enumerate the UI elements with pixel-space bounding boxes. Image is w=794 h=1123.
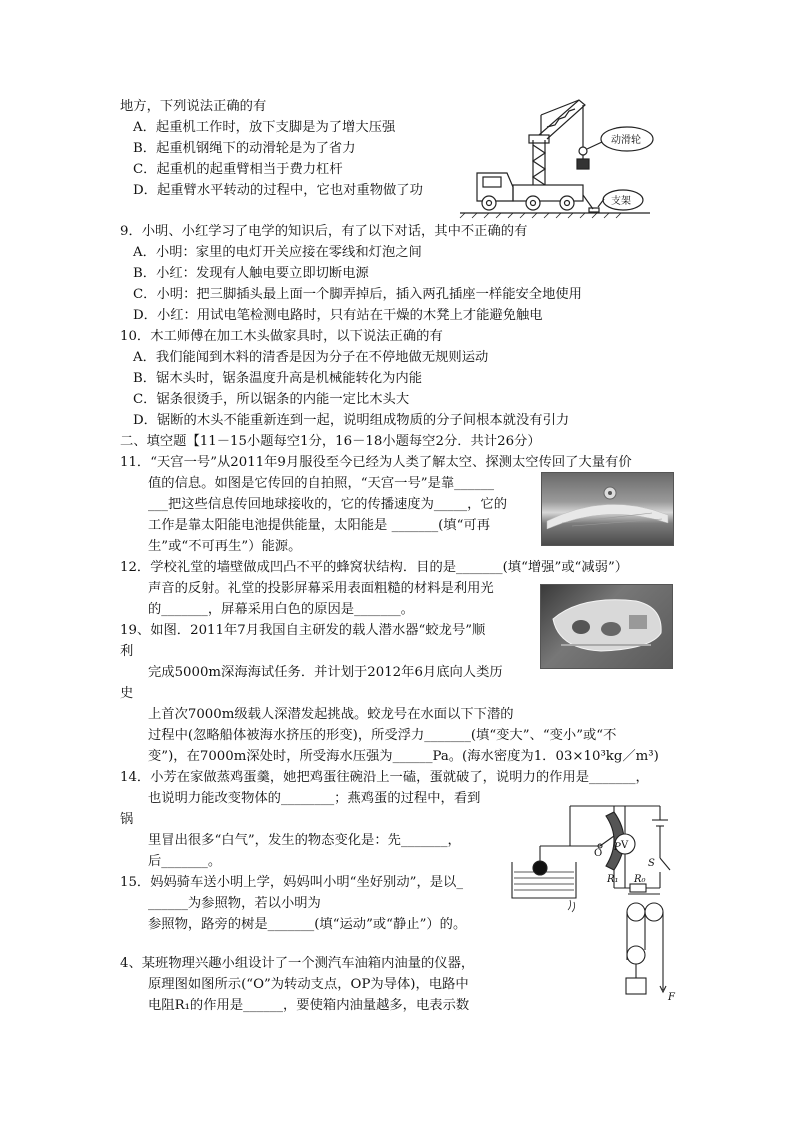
tiangong-photo (541, 472, 674, 546)
pulley-label: 动滑轮 (611, 135, 641, 146)
text-line: 变”)，在7000m深处时，所受海水压强为______Pa。(海水密度为1．03×10³kg／m³) (148, 749, 659, 764)
text-line: 12．学校礼堂的墙壁做成凹凸不平的蜂窝状结构．目的是_______(填“增强”或“减弱”） (120, 560, 629, 575)
text-line: ___把这些信息传回地球接收的，它的传播速度为_____，它的 (148, 497, 508, 512)
text-line: B．锯木头时，锯条温度升高是机械能转化为内能 (133, 371, 423, 386)
crane-figure (455, 95, 655, 220)
r0-label: R₀ (634, 874, 646, 885)
text-line: 地方，下列说法正确的有 (120, 99, 267, 114)
text-line: 9．小明、小红学习了电学的知识后，有了以下对话，其中不正确的有 (120, 224, 528, 239)
text-line: 工作是靠太阳能电池提供能量，太阳能是 _______(填“可再 (148, 518, 490, 533)
text-line: 原理图如图所示(“O”为转动支点，OP为导体)，电路中 (148, 977, 469, 992)
text-line: 声音的反射。礼堂的投影屏幕采用表面粗糙的材料是利用光 (148, 581, 494, 596)
text-line: D．起重臂水平转动的过程中，它也对重物做了功 (133, 183, 423, 198)
text-line: 上首次7000m级载人深潜发起挑战。蛟龙号在水面以下下潜的 (148, 707, 514, 722)
text-line: C．小明：把三脚插头最上面一个脚弄掉后，插入两孔插座一样能安全地使用 (133, 287, 582, 302)
tiangong-shape (542, 473, 673, 545)
text-line: 里冒出很多“白气”，发生的物态变化是：先_______， (148, 833, 461, 848)
text-line: D．锯断的木头不能重新连到一起，说明组成物质的分子间根本就没有引力 (133, 413, 570, 428)
text-line: 史 (120, 686, 134, 701)
leg-label: 支架 (611, 196, 631, 207)
text-line: 值的信息。如图是它传回的自拍照，“天宫一号”是靠______ (148, 476, 495, 491)
text-line: B．起重机钢绳下的动滑轮是为了省力 (133, 141, 356, 156)
text-line: 生”或“不可再生”）能源。 (148, 539, 302, 554)
text-line: D．小红：用试电笔检测电路时，只有站在干燥的木凳上才能避免触电 (133, 308, 543, 323)
text-line: 10．木工师傅在加工木头做家具时，以下说法正确的有 (120, 329, 443, 344)
text-line: A．我们能闻到木料的清香是因为分子在不停地做无规则运动 (133, 350, 489, 365)
pivot-label: O (594, 848, 603, 859)
text-line: 利 (120, 644, 134, 659)
text-line: C．起重机的起重臂相当于费力杠杆 (133, 162, 343, 177)
voltmeter-label: V (621, 840, 629, 851)
submersible-shape (541, 585, 672, 668)
text-line: 11．“天宫一号”从2011年9月服役至今已经为人类了解太空、探测太空传回了大量有价 (120, 455, 632, 470)
text-line: A．小明：家里的电灯开关应接在零线和灯泡之间 (133, 245, 422, 260)
text-line: ______为参照物，若以小明为 (148, 896, 321, 911)
text-line: 参照物，路旁的树是_______(填“运动”或“静止”）的。 (148, 917, 467, 932)
text-line: 锅 (120, 812, 134, 827)
text-line: C．锯条很烫手，所以锯条的内能一定比木头大 (133, 392, 410, 407)
force-label: F (668, 992, 675, 1003)
text-line: 15．妈妈骑车送小明上学，妈妈叫小明“坐好别动”，是以_ (120, 875, 463, 890)
text-line: 二、填空题【11－15小题每空1分，16－18小题每空2分．共计26分） (120, 434, 541, 449)
text-line: A．起重机工作时，放下支脚是为了增大压强 (133, 120, 396, 135)
text-line: 的_______，屏幕采用白色的原因是_______。 (148, 602, 414, 617)
text-line: 电阻R₁的作用是______，要使箱内油量越多，电表示数 (148, 998, 470, 1013)
text-line: 过程中(忽略船体被海水挤压的形变)，所受浮力_______(填“变大”、“变小”或“不 (148, 728, 617, 743)
text-line: 19、如图．2011年7月我国自主研发的载人潜水器“蛟龙号”顺 (120, 623, 486, 638)
r1-label: R₁ (607, 874, 619, 885)
oil-gauge-circuit-figure (510, 800, 680, 1010)
text-line: 4、某班物理兴趣小组设计了一个测汽车油箱内油量的仪器， (120, 956, 475, 971)
text-line: 完成5000m深海海试任务．并计划于2012年6月底向人类历 (148, 665, 503, 680)
text-line: 也说明力能改变物体的________；燕鸡蛋的过程中，看到 (148, 791, 481, 806)
point-p-label: P (614, 842, 621, 853)
submersible-photo (540, 584, 673, 669)
text-line: B．小红：发现有人触电要立即切断电源 (133, 266, 369, 281)
switch-label: S (648, 858, 655, 869)
text-line: 14．小芳在家做蒸鸡蛋羹，她把鸡蛋往碗沿上一磕，蛋就破了，说明力的作用是_______， (120, 770, 649, 785)
text-line: 后_______。 (148, 854, 222, 869)
